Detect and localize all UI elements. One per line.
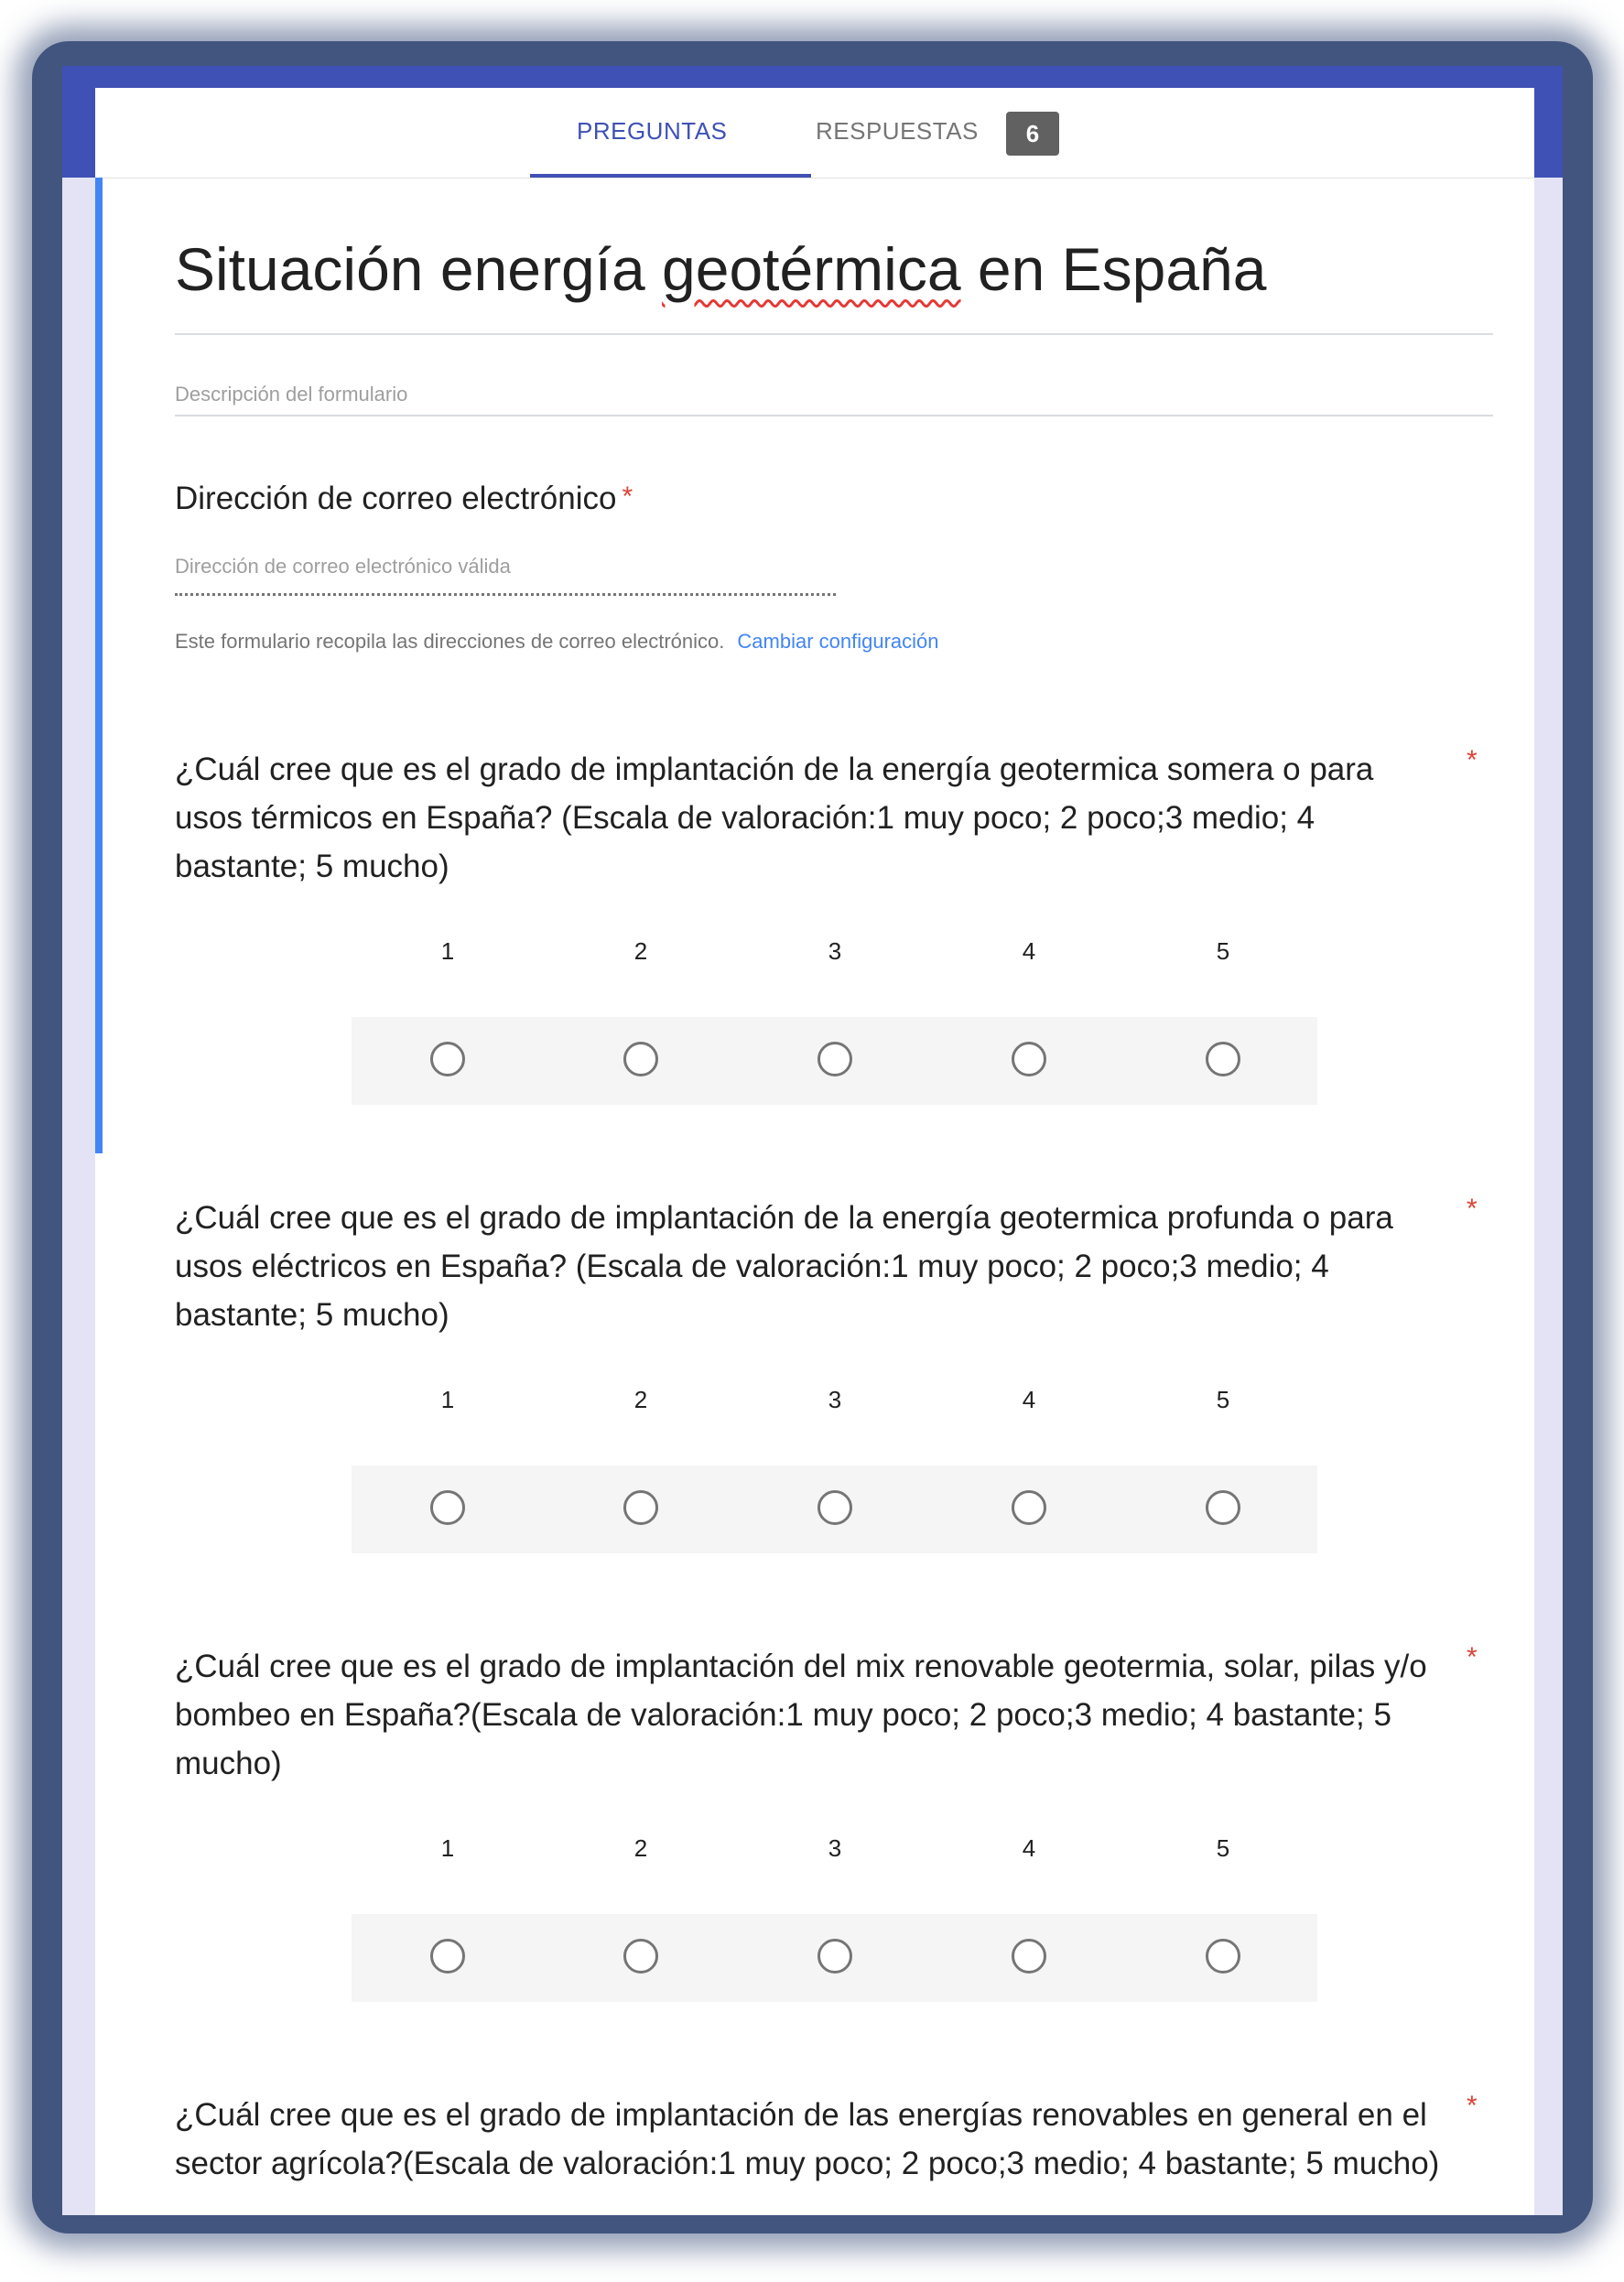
tab-questions[interactable]: PREGUNTAS xyxy=(577,117,728,145)
form-description-input[interactable]: Descripción del formulario xyxy=(175,383,408,406)
forms-editor xyxy=(62,66,1563,2215)
scale-radio-2[interactable] xyxy=(623,1042,658,1076)
focus-accent-bar xyxy=(95,178,103,1153)
required-asterisk: * xyxy=(1467,2091,1478,2121)
responses-count-badge: 6 xyxy=(1006,112,1059,156)
scale-radio-4[interactable] xyxy=(1012,1939,1046,1974)
linear-scale-options xyxy=(352,1914,1317,2002)
scale-label: 2 xyxy=(633,1386,648,1413)
form-title-text-start: Situación energía xyxy=(175,235,663,303)
scale-label: 1 xyxy=(440,1834,455,1862)
linear-scale-options xyxy=(352,1017,1317,1105)
tab-bar xyxy=(95,88,1534,178)
scale-label: 3 xyxy=(828,1834,842,1862)
scale-radio-2[interactable] xyxy=(623,1490,658,1525)
scale-label: 4 xyxy=(1022,1386,1036,1413)
scale-label: 4 xyxy=(1022,937,1036,965)
change-settings-link[interactable]: Cambiar configuración xyxy=(737,630,939,653)
scale-label: 1 xyxy=(440,937,455,965)
scale-radio-1[interactable] xyxy=(430,1042,465,1076)
scale-radio-3[interactable] xyxy=(817,1042,852,1076)
email-input-underline xyxy=(175,593,836,596)
scale-label: 5 xyxy=(1216,1834,1230,1862)
email-collection-note xyxy=(175,630,939,654)
linear-scale-options xyxy=(352,1465,1317,1553)
scale-label: 5 xyxy=(1216,1386,1230,1413)
scale-label: 5 xyxy=(1216,937,1230,965)
scale-labels xyxy=(352,1834,1317,1871)
scale-labels xyxy=(352,937,1317,974)
scale-radio-5[interactable] xyxy=(1206,1490,1240,1525)
scale-radio-3[interactable] xyxy=(817,1939,852,1974)
scale-label: 1 xyxy=(440,1386,455,1413)
scale-labels xyxy=(352,1386,1317,1422)
scale-label: 4 xyxy=(1022,1834,1036,1862)
question-title: ¿Cuál cree que es el grado de implantación de la energía geotermica somera o para usos térmicos en España? (Escala de valoración:1 muy poco; 2 poco;3 medio; 4 bastante; 5 mucho) xyxy=(175,752,1374,884)
question-title: ¿Cuál cree que es el grado de implantación de la energía geotermica profunda o para usos eléctricos en España? (Escala de valoración:1 muy poco; 2 poco;3 medio; 4 bastante; 5 mucho) xyxy=(175,1200,1393,1333)
scale-radio-2[interactable] xyxy=(623,1939,658,1974)
active-tab-indicator xyxy=(530,174,811,178)
scale-radio-4[interactable] xyxy=(1012,1042,1046,1076)
email-input[interactable]: Dirección de correo electrónico válida xyxy=(175,555,511,578)
scale-label: 3 xyxy=(828,1386,842,1413)
question-title: ¿Cuál cree que es el grado de implantación de las energías renovables en general en el sector agrícola?(Escala de valoración:1 muy poco; 2 poco;3 medio; 4 bastante; 5 mucho) xyxy=(175,2097,1440,2181)
description-divider xyxy=(175,415,1493,416)
scale-label: 2 xyxy=(633,1834,648,1862)
form-card xyxy=(95,88,1534,2215)
scale-radio-5[interactable] xyxy=(1206,1939,1240,1974)
scale-label: 2 xyxy=(633,937,648,965)
scale-radio-1[interactable] xyxy=(430,1490,465,1525)
question-title: ¿Cuál cree que es el grado de implantación del mix renovable geotermia, solar, pilas y/o bombeo en España?(Escala de valoración:1 muy poco; 2 poco;3 medio; 4 bastante; 5 mucho) xyxy=(175,1649,1427,1781)
scale-radio-1[interactable] xyxy=(430,1939,465,1974)
scale-radio-4[interactable] xyxy=(1012,1490,1046,1525)
email-question-title xyxy=(175,474,633,525)
required-asterisk: * xyxy=(1467,1194,1478,1224)
required-asterisk: * xyxy=(622,481,633,512)
title-divider xyxy=(175,333,1493,335)
scale-radio-3[interactable] xyxy=(817,1490,852,1525)
scale-label: 3 xyxy=(828,937,842,965)
required-asterisk: * xyxy=(1467,1642,1478,1672)
scale-radio-5[interactable] xyxy=(1206,1042,1240,1076)
tab-responses[interactable]: RESPUESTAS xyxy=(816,117,979,145)
required-asterisk: * xyxy=(1467,745,1478,775)
form-title-text-end: en España xyxy=(960,235,1267,303)
form-title-misspelled-word: geotérmica xyxy=(662,235,961,303)
email-note-text: Este formulario recopila las direcciones de correo electrónico. xyxy=(175,630,725,653)
email-label: Dirección de correo electrónico xyxy=(175,481,617,516)
form-title[interactable] xyxy=(175,234,1266,304)
